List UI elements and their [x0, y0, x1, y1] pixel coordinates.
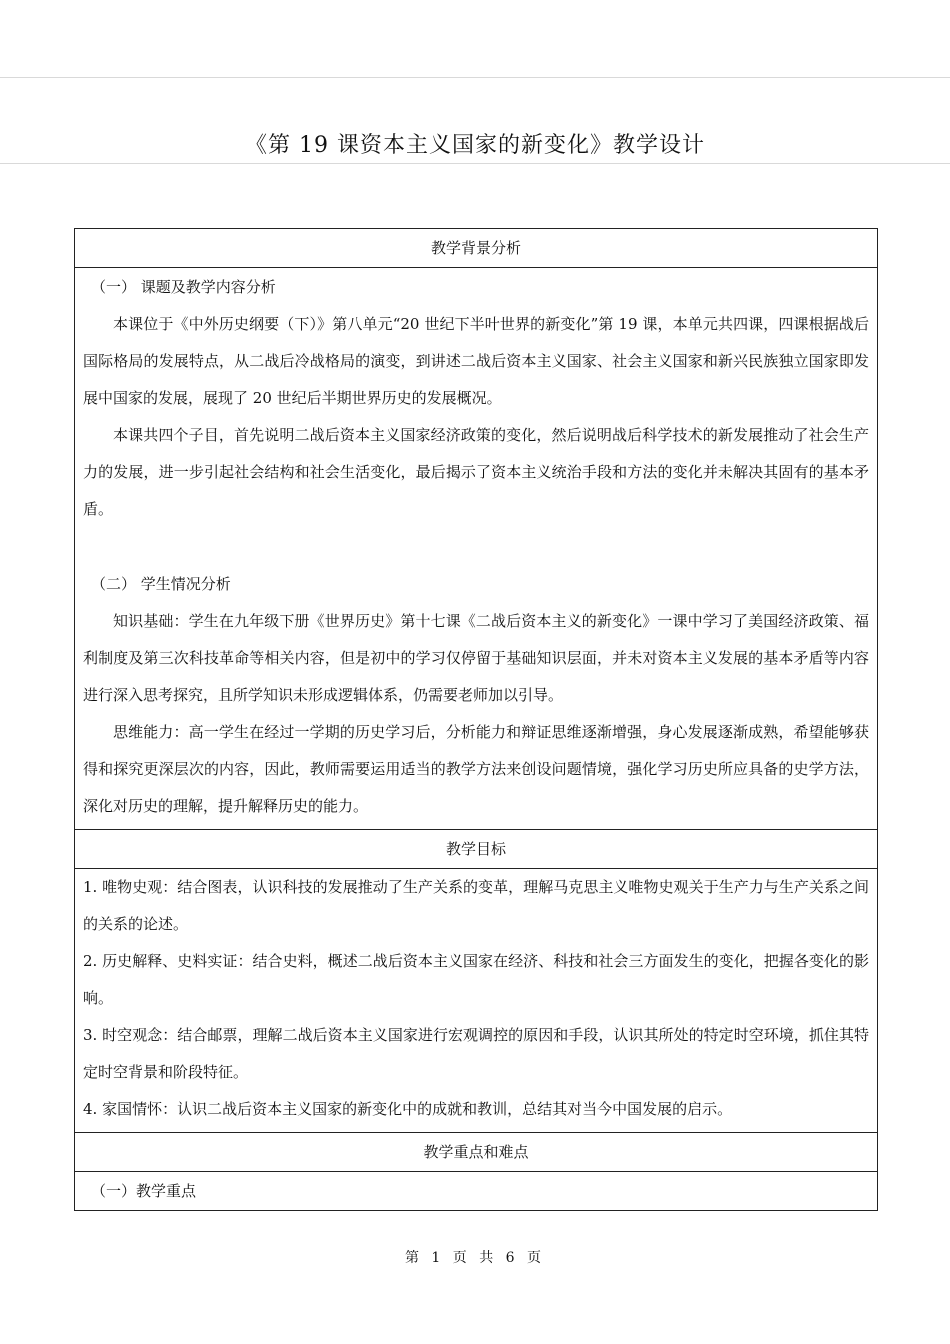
- topic-paragraph-2: 本课共四个子目，首先说明二战后资本主义国家经济政策的变化，然后说明战后科学技术的新发展推动了社会生产力的发展，进一步引起社会结构和社会生活变化，最后揭示了资本主义统治手段和方法的变化并未解决其固有的基本矛盾。: [83, 426, 869, 518]
- key-points-body: [75, 1172, 878, 1211]
- document-title: 《第 19 课资本主义国家的新变化》教学设计: [245, 133, 705, 158]
- student-paragraph-thinking: 思维能力：高一学生在经过一学期的历史学习后，分析能力和辩证思维逐渐增强，身心发展逐渐成熟，希望能够获得和探究更深层次的内容，因此，教师需要运用适当的教学方法来创设问题情境，强化学习历史所应具备的史学方法，深化对历史的理解，提升解释历史的能力。: [83, 723, 869, 815]
- page-number: 第 1 页 共 6 页: [404, 1250, 546, 1266]
- lesson-design-table: [74, 228, 878, 1211]
- objective-item-4: 4. 家国情怀：认识二战后资本主义国家的新变化中的成就和教训，总结其对当今中国发展的启示。: [83, 1100, 733, 1118]
- objectives-header: 教学目标: [75, 830, 878, 869]
- background-analysis-header: 教学背景分析: [75, 229, 878, 268]
- topic-paragraph-1: 本课位于《中外历史纲要（下）》第八单元“20 世纪下半叶世界的新变化”第 19 课，本单元共四课，四课根据战后国际格局的发展特点，从二战后冷战格局的演变，到讲述二战后资本主义国家、社会主义国家和新兴民族独立国家即发展中国家的发展，展现了 20 世纪后半期世界历史的发展概况。: [83, 315, 869, 407]
- student-paragraph-knowledge: 知识基础：学生在九年级下册《世界历史》第十七课《二战后资本主义的新变化》一课中学习了美国经济政策、福利制度及第三次科技革命等相关内容，但是初中的学习仅停留于基础知识层面，并未对资本主义发展的基本矛盾等内容进行深入思考探究，且所学知识未形成逻辑体系，仍需要老师加以引导。: [83, 612, 869, 704]
- header-rule-top: [0, 77, 950, 78]
- objective-item-3: 3. 时空观念：结合邮票，理解二战后资本主义国家进行宏观调控的原因和手段，认识其所处的特定时空环境，抓住其特定时空背景和阶段特征。: [83, 1026, 869, 1081]
- spacer: [83, 528, 869, 565]
- header-rule-bottom: [0, 163, 950, 164]
- key-points-header: 教学重点和难点: [75, 1133, 878, 1172]
- objectives-body: [75, 869, 878, 1133]
- background-analysis-body: [75, 268, 878, 830]
- key-points-subheading: （一）教学重点: [91, 1182, 197, 1200]
- student-analysis-heading: （二） 学生情况分析: [91, 575, 231, 593]
- objective-item-2: 2. 历史解释、史料实证：结合史料，概述二战后资本主义国家在经济、科技和社会三方面发生的变化，把握各变化的影响。: [83, 952, 869, 1007]
- objective-item-1: 1. 唯物史观：结合图表，认识科技的发展推动了生产关系的变革，理解马克思主义唯物史观关于生产力与生产关系之间的关系的论述。: [83, 878, 869, 933]
- topic-analysis-heading: （一） 课题及教学内容分析: [91, 278, 276, 296]
